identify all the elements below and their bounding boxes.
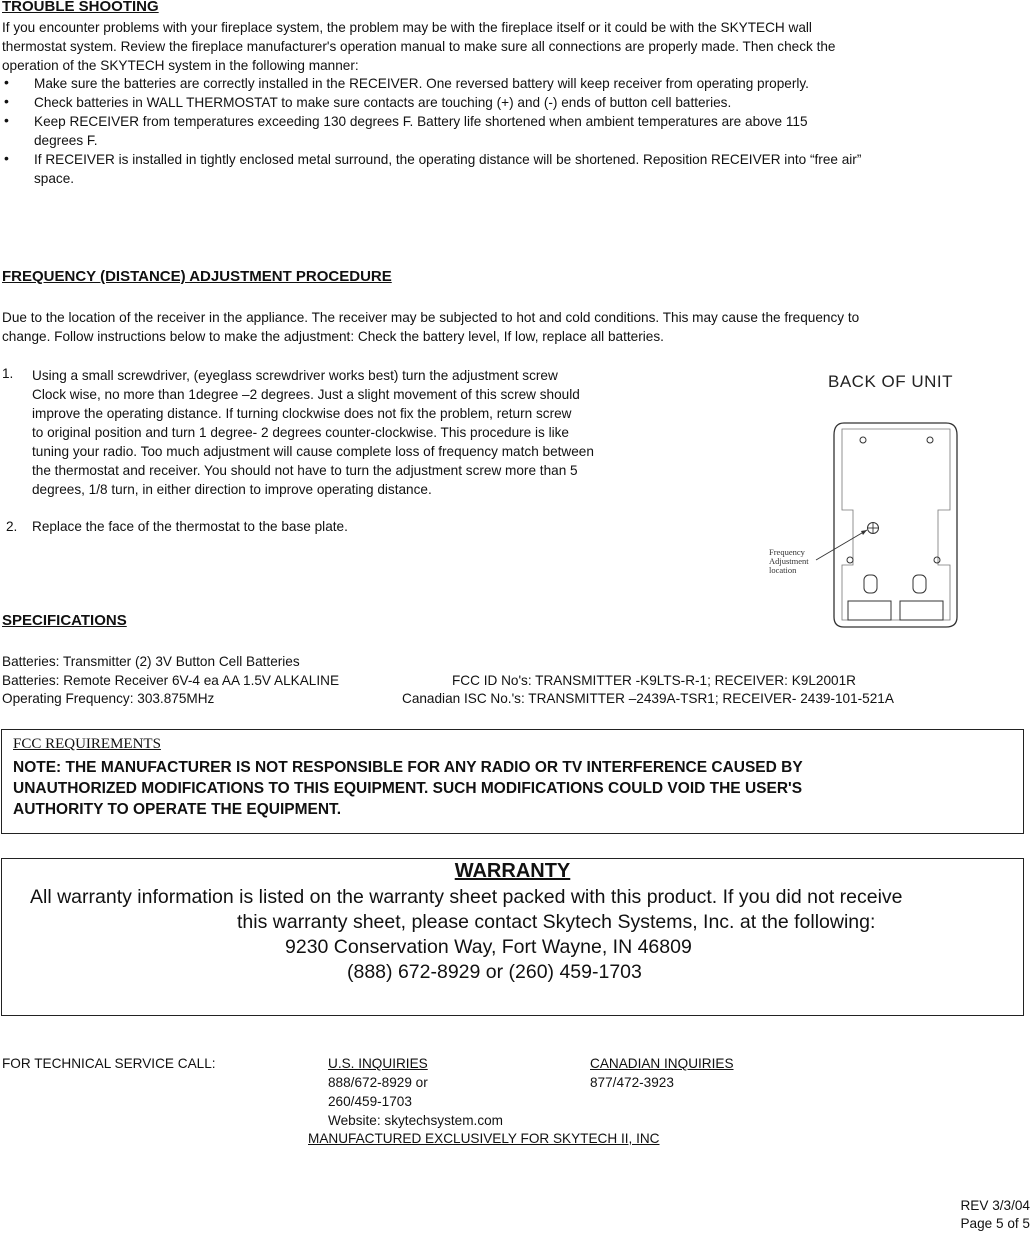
back-of-unit-diagram — [760, 415, 970, 635]
us-inquiries — [328, 1073, 503, 1130]
bullet-text: Make sure the batteries are correctly installed in the RECEIVER. One reversed battery will keep receiver from operating properly. — [34, 76, 809, 91]
bullet-glyph: • — [4, 74, 9, 90]
fcc-id: FCC ID No's: TRANSMITTER -K9LTS-R-1; RECEIVER: K9L2001R — [452, 673, 856, 688]
bullet-glyph: • — [4, 93, 9, 109]
step-line: the thermostat and receiver. You should not have to turn the adjustment screw more than 5 — [32, 463, 578, 478]
canadian-inquiries-title: CANADIAN INQUIRIES — [590, 1056, 734, 1071]
service-label: FOR TECHNICAL SERVICE CALL: — [2, 1056, 216, 1071]
step-line: degrees, 1/8 turn, in either direction to improve operating distance. — [32, 482, 432, 497]
us-phone: 260/459-1703 — [328, 1094, 412, 1109]
step-line: tuning your radio. Too much adjustment will cause complete loss of frequency match between — [32, 444, 594, 459]
trouble-heading: TROUBLE SHOOTING — [2, 0, 159, 15]
step-2-text: Replace the face of the thermostat to the base plate. — [32, 519, 348, 534]
revision: REV 3/3/04 — [960, 1198, 1030, 1213]
frequency-intro-line: change. Follow instructions below to make the adjustment: Check the battery level, If low, replace all batteries. — [2, 329, 664, 344]
website: Website: skytechsystem.com — [328, 1113, 504, 1128]
warranty-address: 9230 Conservation Way, Fort Wayne, IN 46809 — [285, 936, 692, 958]
bullet-text: Keep RECEIVER from temperatures exceeding 130 degrees F. Battery life shortened when ambient temperatures are above 115 — [34, 114, 808, 129]
bullet-text: Check batteries in WALL THERMOSTAT to make sure contacts are touching (+) and (-) ends of button cell batteries. — [34, 95, 732, 110]
bullet-glyph: • — [4, 150, 9, 166]
trouble-intro-line: operation of the SKYTECH system in the following manner: — [2, 58, 359, 73]
manufactured-note: MANUFACTURED EXCLUSIVELY FOR SKYTECH II, INC — [308, 1131, 660, 1146]
step-line: to original position and turn 1 degree- 2 degrees counter-clockwise. This procedure is like — [32, 425, 569, 440]
fcc-line: AUTHORITY TO OPERATE THE EQUIPMENT. — [13, 801, 342, 818]
bullet-text: space. — [34, 171, 75, 186]
warranty-title: WARRANTY — [454, 860, 571, 882]
step-2-number: 2. — [6, 519, 18, 534]
step-1-text — [32, 366, 594, 499]
fcc-box — [1, 729, 1024, 834]
step-1-number: 1. — [2, 366, 14, 381]
spec-line: Operating Frequency: 303.875MHz — [2, 691, 215, 706]
us-inquiries-title: U.S. INQUIRIES — [328, 1056, 428, 1071]
bullet-glyph: • — [4, 112, 9, 128]
spec-line: Batteries: Remote Receiver 6V-4 ea AA 1.5V ALKALINE — [2, 673, 340, 688]
trouble-intro-line: thermostat system. Review the fireplace manufacturer's operation manual to make sure all connections are properly made. Then check the — [2, 39, 836, 54]
warranty-line: this warranty sheet, please contact Skytech Systems, Inc. at the following: — [237, 911, 876, 933]
frequency-intro — [2, 308, 859, 346]
canadian-isc: Canadian ISC No.'s: TRANSMITTER –2439A-TSR1; RECEIVER- 2439-101-521A — [402, 691, 894, 706]
step-line: Clock wise, no more than 1degree –2 degrees. Just a slight movement of this screw should — [32, 387, 580, 402]
bullet-text: degrees F. — [34, 133, 98, 148]
fcc-line: UNAUTHORIZED MODIFICATIONS TO THIS EQUIPMENT. SUCH MODIFICATIONS COULD VOID THE USER'S — [13, 780, 803, 797]
warranty-box — [1, 858, 1024, 1016]
spec-line: Batteries: Transmitter (2) 3V Button Cell Batteries — [2, 654, 300, 669]
warranty-phone: (888) 672-8929 or (260) 459-1703 — [347, 961, 642, 983]
warranty-line: All warranty information is listed on the warranty sheet packed with this product. If you did not receive — [30, 886, 903, 908]
step-line: improve the operating distance. If turning clockwise does not fix the problem, return screw — [32, 406, 572, 421]
canadian-phone: 877/472-3923 — [590, 1075, 674, 1090]
diagram-label — [769, 548, 809, 575]
fcc-note — [13, 757, 803, 820]
step-line: Using a small screwdriver, (eyeglass screwdriver works best) turn the adjustment screw — [32, 368, 558, 383]
frequency-intro-line: Due to the location of the receiver in the appliance. The receiver may be subjected to hot and cold conditions. This may cause the frequency to — [2, 310, 860, 325]
us-phone: 888/672-8929 or — [328, 1075, 428, 1090]
fcc-line: NOTE: THE MANUFACTURER IS NOT RESPONSIBLE FOR ANY RADIO OR TV INTERFERENCE CAUSED BY — [13, 759, 803, 776]
trouble-intro-line: If you encounter problems with your fireplace system, the problem may be with the fireplace itself or it could be with the SKYTECH wall — [2, 20, 812, 35]
diagram-title: BACK OF UNIT — [828, 372, 954, 391]
bullet-text: If RECEIVER is installed in tightly enclosed metal surround, the operating distance will be shortened. Reposition RECEIVER into “free air” — [34, 152, 862, 167]
specs-heading: SPECIFICATIONS — [2, 612, 127, 629]
diagram-label-line: Frequency — [769, 547, 805, 557]
trouble-intro — [2, 18, 836, 75]
diagram-label-line: Adjustment — [769, 556, 809, 566]
diagram-label-line: location — [769, 565, 797, 575]
frequency-heading: FREQUENCY (DISTANCE) ADJUSTMENT PROCEDURE — [2, 268, 392, 285]
fcc-title: FCC REQUIREMENTS — [13, 736, 161, 752]
page-number: Page 5 of 5 — [960, 1216, 1030, 1231]
